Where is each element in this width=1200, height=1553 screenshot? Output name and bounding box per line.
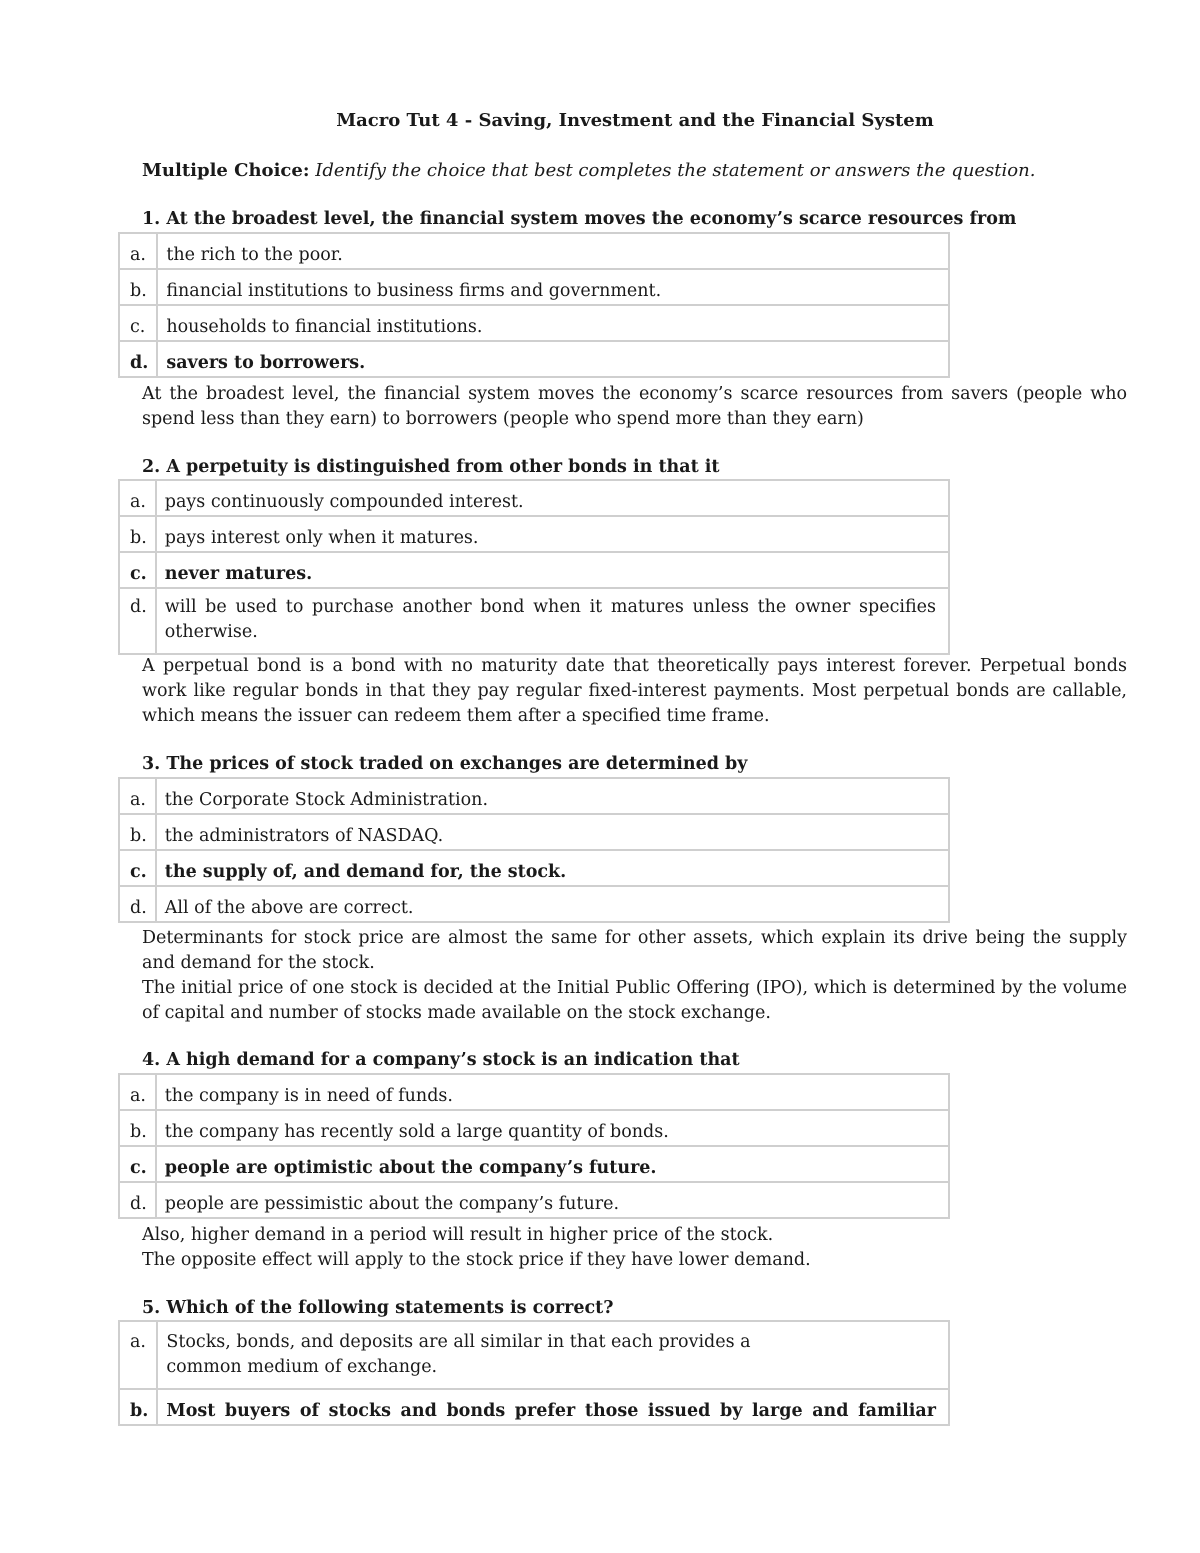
question-4-explanation <box>142 1223 1127 1273</box>
option-text: the Corporate Stock Administration. <box>157 779 950 815</box>
option-row <box>120 1075 950 1111</box>
option-letter: b. <box>120 1111 157 1147</box>
question-3-stem: 3. The prices of stock traded on exchanges are determined by <box>142 754 748 774</box>
option-row <box>120 306 950 342</box>
option-letter: c. <box>120 553 157 589</box>
option-text: people are pessimistic about the company’s future. <box>157 1183 950 1219</box>
option-row-correct <box>120 342 950 378</box>
option-row <box>120 1183 950 1219</box>
option-letter: d. <box>120 342 158 378</box>
page-title: Macro Tut 4 - Saving, Investment and the Financial System <box>336 110 934 131</box>
question-1-stem: 1. At the broadest level, the financial system moves the economy’s scarce resources from <box>142 209 1017 229</box>
option-row <box>120 270 950 306</box>
question-3-options <box>118 777 950 923</box>
option-text: Most buyers of stocks and bonds prefer those issued by large and familiar <box>158 1390 950 1426</box>
option-text: the company has recently sold a large quantity of bonds. <box>157 1111 950 1147</box>
option-letter: d. <box>120 1183 157 1219</box>
option-text: financial institutions to business firms and government. <box>158 270 950 306</box>
explanation-paragraph: At the broadest level, the financial system moves the economy’s scarce resources from savers (people who spend less than they earn) to borrowers (people who spend more than they earn) <box>142 384 1127 429</box>
option-text: the supply of, and demand for, the stock. <box>157 851 950 887</box>
option-letter: d. <box>120 589 157 655</box>
explanation-paragraph: Determinants for stock price are almost the same for other assets, which explain its drive being the supply and demand for the stock. <box>142 928 1127 973</box>
explanation-paragraph: The opposite effect will apply to the stock price if they have lower demand. <box>142 1250 811 1270</box>
question-2-options <box>118 479 950 655</box>
option-letter: a. <box>120 1322 158 1390</box>
option-letter: b. <box>120 1390 158 1426</box>
option-row-correct <box>120 851 950 887</box>
question-3-explanation <box>142 926 1127 1026</box>
option-letter: a. <box>120 1075 157 1111</box>
option-letter: b. <box>120 270 158 306</box>
option-row <box>120 815 950 851</box>
question-4-stem: 4. A high demand for a company’s stock is an indication that <box>142 1050 740 1070</box>
option-text: households to financial institutions. <box>158 306 950 342</box>
instructions <box>142 160 1035 181</box>
option-text: pays continuously compounded interest. <box>157 481 950 517</box>
option-text: people are optimistic about the company’s future. <box>157 1147 950 1183</box>
option-letter: c. <box>120 306 158 342</box>
question-5-options <box>118 1320 950 1426</box>
option-letter: c. <box>120 1147 157 1183</box>
question-5-stem: 5. Which of the following statements is correct? <box>142 1298 614 1318</box>
option-text: pays interest only when it matures. <box>157 517 950 553</box>
explanation-paragraph: The initial price of one stock is decided at the Initial Public Offering (IPO), which is determined by the volume of capital and number of stocks made available on the stock exchange. <box>142 978 1127 1023</box>
instructions-text: Identify the choice that best completes the statement or answers the question. <box>315 160 1036 181</box>
option-letter: a. <box>120 779 157 815</box>
option-text: the company is in need of funds. <box>157 1075 950 1111</box>
option-letter: a. <box>120 481 157 517</box>
option-row <box>120 779 950 815</box>
option-row <box>120 517 950 553</box>
option-row <box>120 887 950 923</box>
instructions-label: Multiple Choice: <box>142 160 310 181</box>
option-row-correct <box>120 1147 950 1183</box>
option-letter: d. <box>120 887 157 923</box>
option-row-correct <box>120 1390 950 1426</box>
option-text: Stocks, bonds, and deposits are all similar in that each provides a common medium of exchange. <box>158 1322 950 1390</box>
option-letter: c. <box>120 851 157 887</box>
option-letter: b. <box>120 815 157 851</box>
option-row <box>120 1322 950 1390</box>
option-row <box>120 481 950 517</box>
explanation-paragraph: Also, higher demand in a period will result in higher price of the stock. <box>142 1225 774 1245</box>
option-letter: a. <box>120 234 158 270</box>
option-row <box>120 589 950 655</box>
question-1-explanation <box>142 382 1127 432</box>
option-text: the rich to the poor. <box>158 234 950 270</box>
option-text: never matures. <box>157 553 950 589</box>
question-2-explanation <box>142 654 1127 729</box>
question-4-options <box>118 1073 950 1219</box>
option-row <box>120 234 950 270</box>
question-1-options <box>118 232 950 378</box>
option-text: the administrators of NASDAQ. <box>157 815 950 851</box>
option-letter: b. <box>120 517 157 553</box>
option-row-correct <box>120 553 950 589</box>
option-row <box>120 1111 950 1147</box>
question-2-stem: 2. A perpetuity is distinguished from other bonds in that it <box>142 457 720 477</box>
option-text: All of the above are correct. <box>157 887 950 923</box>
option-text: will be used to purchase another bond when it matures unless the owner specifies otherwise. <box>157 589 950 655</box>
explanation-paragraph: A perpetual bond is a bond with no maturity date that theoretically pays interest forever. Perpetual bonds work like regular bonds in that they pay regular fixed-interest payments. Most perpetual bonds are callable, which means the issuer can redeem them after a specified time frame. <box>142 656 1127 726</box>
option-text: savers to borrowers. <box>158 342 950 378</box>
